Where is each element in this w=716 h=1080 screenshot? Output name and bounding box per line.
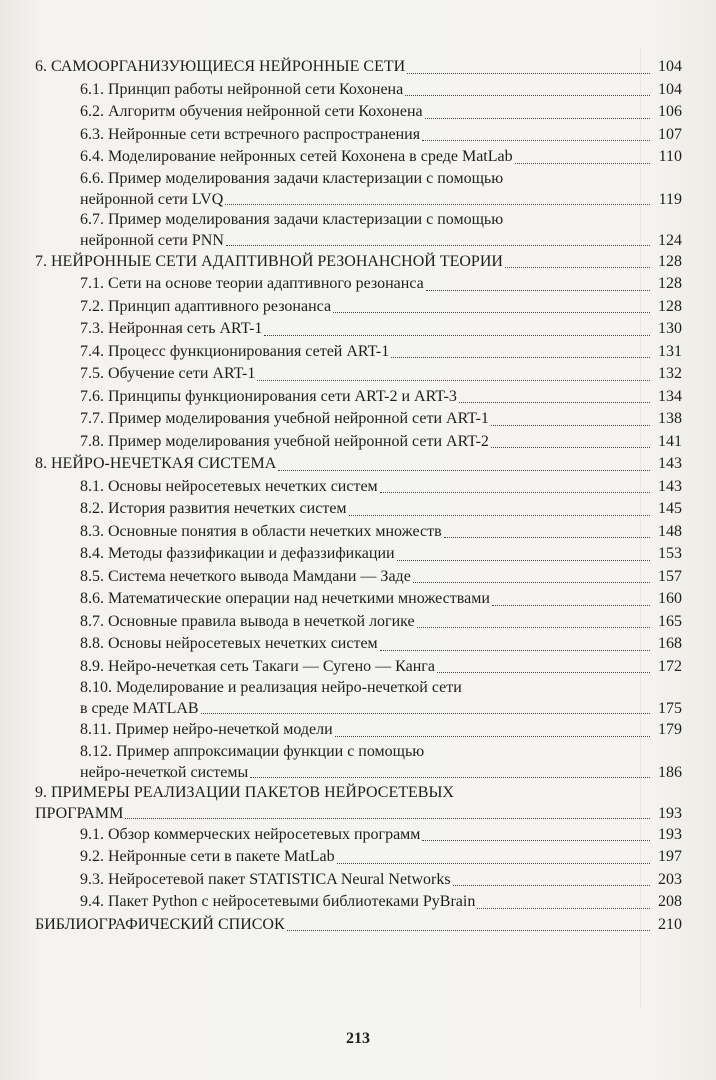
toc-entry: [32, 318, 682, 341]
toc-entry-title: 9.1. Обзор коммерческих нейросетевых программ: [80, 825, 421, 843]
toc-entry: [32, 846, 682, 869]
dot-leader: [492, 605, 650, 606]
toc-entry: [32, 869, 682, 892]
toc-entry-title: 7.8. Пример моделирования учебной нейронной сети ART-2: [80, 432, 489, 450]
toc-entry: [32, 783, 682, 824]
toc-entry-page: 172: [658, 657, 682, 675]
toc-entry-title: 8.1. Основы нейросетевых нечетких систем: [80, 477, 378, 495]
toc-entry: [32, 124, 682, 147]
toc-entry: [32, 56, 682, 79]
toc-entry: [32, 296, 682, 319]
toc-entry-page: 186: [658, 763, 682, 781]
toc-entry: [32, 251, 682, 274]
toc-entry-page: 132: [658, 365, 682, 382]
toc-entry-title: ПРОГРАММ: [35, 804, 124, 822]
toc-entry-page: 210: [658, 915, 682, 933]
toc-entry: [32, 633, 682, 656]
page-number: 213: [346, 1030, 370, 1047]
dot-leader: [505, 267, 650, 268]
toc-entry-title: нейронной сети PNN: [80, 231, 224, 249]
toc-entry-page: 106: [658, 103, 682, 120]
dot-leader: [417, 627, 650, 628]
toc-entry-page: 148: [658, 522, 682, 540]
toc-entry-title: 6. САМООРГАНИЗУЮЩИЕСЯ НЕЙРОННЫЕ СЕТИ: [35, 58, 406, 75]
toc-entry-title: 7.7. Пример моделирования учебной нейронной сети ART-1: [80, 410, 489, 427]
toc-entry-first-line: 8.10. Моделирование и реализация нейро-нечеткой сети: [80, 679, 462, 696]
dot-leader: [391, 357, 650, 358]
toc-entry: [32, 678, 682, 719]
toc-entry-page: 124: [658, 231, 682, 249]
toc-entry-page: 157: [658, 567, 682, 585]
dot-leader: [335, 736, 650, 737]
toc-entry-title: 8. НЕЙРО-НЕЧЕТКАЯ СИСТЕМА: [35, 455, 277, 472]
toc-entry: [32, 453, 682, 476]
toc-entry: [32, 521, 682, 544]
dot-leader: [287, 930, 650, 931]
toc-entry-page: 110: [658, 148, 682, 165]
dot-leader: [337, 863, 650, 864]
dot-leader: [437, 672, 650, 673]
toc-entry-page: 160: [658, 590, 682, 607]
toc-entry-title: нейронной сети LVQ: [80, 190, 224, 208]
toc-entry-page: 131: [658, 342, 682, 360]
toc-entry-page: 138: [658, 410, 682, 427]
toc-entry: [32, 914, 682, 937]
toc-entry: [32, 79, 682, 102]
dot-leader: [407, 73, 650, 74]
toc-entry-page: 128: [658, 297, 682, 315]
toc-entry-first-line: 8.12. Пример аппроксимации функции с помощью: [80, 742, 425, 760]
toc-entry-title: 6.2. Алгоритм обучения нейронной сети Кохонена: [80, 103, 423, 120]
toc-entry: [32, 588, 682, 611]
toc-entry-title: в среде MATLAB: [80, 700, 199, 717]
toc-entry: [32, 476, 682, 499]
toc-entry-title: 7.3. Нейронная сеть ART-1: [80, 320, 263, 337]
toc-entry-page: 203: [658, 870, 682, 888]
toc-entry-page: 168: [658, 635, 682, 652]
toc-entry: [32, 611, 682, 634]
toc-entry-title: 9.2. Нейронные сети в пакете MatLab: [80, 848, 335, 865]
toc-entry: [32, 363, 682, 386]
toc-entry-page: 141: [658, 432, 682, 450]
dot-leader: [125, 818, 650, 819]
dot-leader: [333, 312, 650, 313]
toc-entry-title: 8.3. Основные понятия в области нечетких множеств: [80, 522, 442, 540]
toc-entry: [32, 656, 682, 679]
toc-entry-title: 7.6. Принципы функционирования сети ART-2 и ART-3: [80, 387, 457, 405]
toc-entry-page: 145: [658, 500, 682, 517]
toc-entry-first-line: 6.7. Пример моделирования задачи кластеризации с помощью: [80, 210, 504, 228]
dot-leader: [422, 140, 650, 141]
dot-leader: [453, 885, 650, 886]
toc-entry-title: 8.8. Основы нейросетевых нечетких систем: [80, 635, 378, 652]
toc-entry-page: 208: [658, 893, 682, 910]
toc-entry-page: 134: [658, 387, 682, 405]
toc-entry: [32, 210, 682, 251]
toc-entry-title: 6.3. Нейронные сети встречного распространения: [80, 125, 421, 143]
toc-entry-page: 197: [658, 848, 682, 865]
dot-leader: [413, 582, 650, 583]
dot-leader: [515, 163, 650, 164]
toc-entry-page: 193: [658, 825, 682, 843]
toc-entry-page: 130: [658, 320, 682, 337]
toc-entry-title: 7.2. Принцип адаптивного резонанса: [80, 297, 332, 315]
toc-entry: [32, 543, 682, 566]
toc-entry: [32, 824, 682, 847]
dot-leader: [201, 713, 650, 714]
toc-entry: [32, 891, 682, 914]
dot-leader: [257, 380, 650, 381]
dot-leader: [422, 840, 650, 841]
dot-leader: [405, 95, 650, 96]
toc-entry-title: 7. НЕЙРОННЫЕ СЕТИ АДАПТИВНОЙ РЕЗОНАНСНОЙ ТЕОРИИ: [35, 252, 503, 270]
toc-entry-page: 128: [658, 252, 682, 270]
toc-entry-page: 104: [658, 58, 682, 75]
toc-entry: [32, 566, 682, 589]
dot-leader: [278, 470, 650, 471]
toc-entry-title: 8.6. Математические операции над нечеткими множествами: [80, 590, 490, 607]
dot-leader: [426, 290, 650, 291]
toc-entry: [32, 341, 682, 364]
dot-leader: [459, 402, 650, 403]
dot-leader: [264, 335, 650, 336]
toc-entry-title: 8.7. Основные правила вывода в нечеткой логике: [80, 612, 415, 630]
dot-leader: [491, 447, 650, 448]
toc-entry-title: 9.3. Нейросетевой пакет STATISTICA Neural Networks: [80, 870, 451, 888]
toc-entry-first-line: 6.6. Пример моделирования задачи кластеризации с помощью: [80, 169, 504, 187]
toc-entry-page: 165: [658, 612, 682, 630]
dot-leader: [225, 204, 650, 205]
dot-leader: [491, 425, 650, 426]
toc-entry-page: 143: [658, 455, 682, 472]
toc-entry-title: 8.11. Пример нейро-нечеткой модели: [80, 721, 333, 738]
toc-entry: [32, 719, 682, 742]
toc-entry-title: 6.4. Моделирование нейронных сетей Кохонена в среде MatLab: [80, 148, 513, 165]
toc-entry-title: 7.1. Сети на основе теории адаптивного резонанса: [80, 275, 424, 292]
toc-entry-first-line: 9. ПРИМЕРЫ РЕАЛИЗАЦИИ ПАКЕТОВ НЕЙРОСЕТЕВЫХ: [35, 783, 454, 801]
toc-entry-page: 193: [658, 804, 682, 822]
dot-leader: [349, 515, 650, 516]
toc-entry-page: 153: [658, 545, 682, 562]
toc-entry-page: 128: [658, 275, 682, 292]
dot-leader: [425, 118, 650, 119]
toc-entry-title: нейро-нечеткой системы: [80, 763, 249, 781]
dot-leader: [477, 908, 650, 909]
dot-leader: [380, 650, 650, 651]
dot-leader: [380, 492, 650, 493]
toc-entry-page: 104: [658, 80, 682, 98]
toc-entry-title: 8.9. Нейро-нечеткая сеть Такаги — Сугено — Канга: [80, 657, 435, 675]
toc-entry-page: 107: [658, 125, 682, 143]
toc-entry: [32, 146, 682, 169]
toc-entry-title: 9.4. Пакет Python с нейросетевыми библиотеками PyBrain: [80, 893, 476, 910]
toc-entry: [32, 431, 682, 454]
table-of-contents: [32, 56, 682, 936]
toc-entry-page: 119: [658, 190, 682, 208]
toc-entry: [32, 169, 682, 210]
toc-entry-title: 7.4. Процесс функционирования сетей ART-1: [80, 342, 390, 360]
dot-leader: [397, 560, 650, 561]
toc-entry-page: 179: [658, 721, 682, 738]
toc-entry: [32, 101, 682, 124]
toc-entry: [32, 498, 682, 521]
toc-entry-title: 6.1. Принцип работы нейронной сети Кохонена: [80, 80, 404, 98]
toc-entry-title: 8.2. История развития нечетких систем: [80, 500, 347, 517]
toc-entry: [32, 386, 682, 409]
dot-leader: [250, 777, 650, 778]
toc-entry-title: 8.4. Методы фаззификации и дефаззификации: [80, 545, 395, 562]
dot-leader: [444, 537, 650, 538]
toc-entry-title: БИБЛИОГРАФИЧЕСКИЙ СПИСОК: [35, 915, 285, 933]
toc-entry: [32, 408, 682, 431]
dot-leader: [226, 245, 650, 246]
toc-entry-page: 175: [658, 700, 682, 717]
toc-entry-title: 7.5. Обучение сети ART-1: [80, 365, 256, 382]
toc-entry-title: 8.5. Система нечеткого вывода Мамдани — Заде: [80, 567, 411, 585]
toc-entry-page: 143: [658, 477, 682, 495]
toc-entry: [32, 742, 682, 783]
toc-entry: [32, 273, 682, 296]
